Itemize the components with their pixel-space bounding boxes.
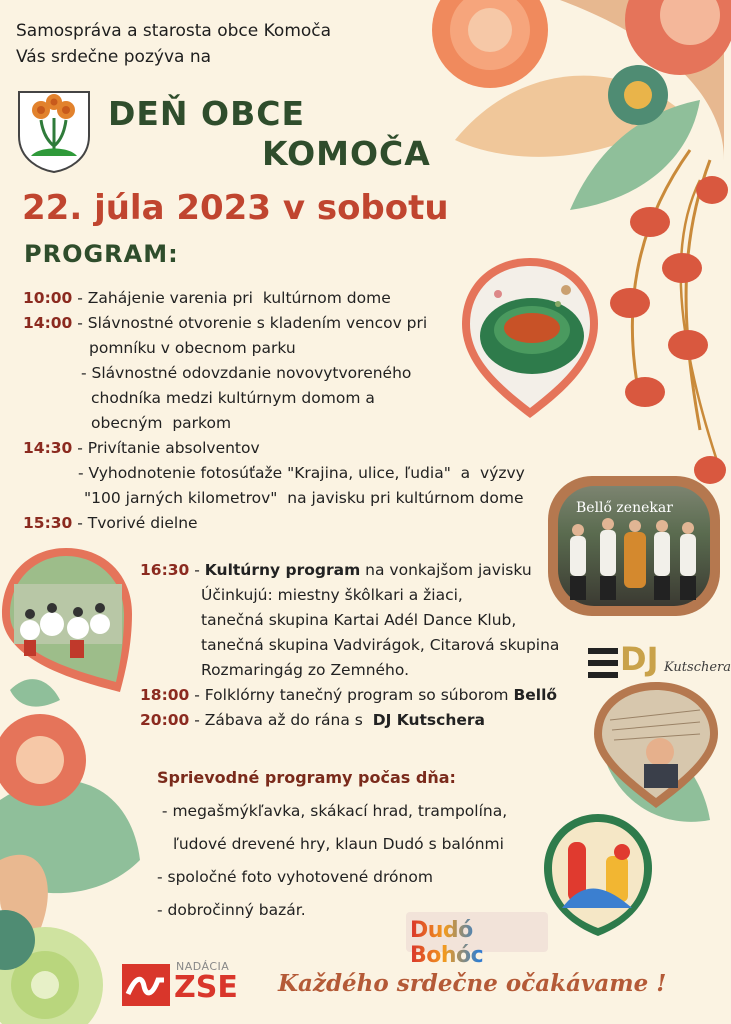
schedule-time: 14:30 (23, 439, 73, 457)
schedule-event: - Privítanie absolventov (72, 439, 260, 457)
schedule-event-highlight: Kultúrny program (204, 561, 361, 579)
bello-photo (548, 476, 720, 616)
schedule-event: - Slávnostné otvorenie s kladením vencov pri (72, 314, 428, 332)
dj-label: DJ (620, 640, 659, 678)
zse-label: ZSE (174, 970, 238, 1005)
schedule-time: 16:30 (140, 561, 190, 579)
zse-logo (122, 958, 244, 1008)
flower-decor (432, 0, 548, 88)
schedule-row (23, 436, 525, 461)
schedule-time: 20:00 (140, 711, 190, 729)
program-heading: PROGRAM: (24, 240, 179, 268)
schedule (23, 286, 525, 536)
dudo-logo (406, 912, 548, 968)
event-title-line-2: KOMOČA (262, 134, 431, 173)
schedule-time: 10:00 (23, 289, 73, 307)
schedule-event: pomníku v obecnom parku (89, 339, 296, 357)
schedule-row (140, 708, 559, 733)
goulash-photo (458, 254, 602, 420)
side-program-item: - dobročinný bazár. (157, 901, 306, 919)
performers-line: tanečná skupina Vadvirágok, Citarová skupina (201, 636, 560, 654)
performers-line: Účinkujú: miestny škôlkari a žiaci, (201, 586, 463, 604)
schedule-time: 14:00 (23, 314, 73, 332)
schedule-row (140, 558, 559, 583)
bello-label: Bellő zenekar (576, 500, 673, 516)
kutschera-label: Kutschera (664, 660, 731, 675)
schedule-row (23, 311, 525, 336)
zse-mark-icon (122, 964, 170, 1006)
side-program-item: - megašmýkľavka, skákací hrad, trampolína, (157, 802, 508, 820)
schedule-time: 15:30 (23, 514, 73, 532)
side-program-item: - spoločné foto vyhotovené drónom (157, 868, 433, 886)
schedule-event: - Folklórny tanečný program so súborom (189, 686, 514, 704)
schedule-event: obecným parkom (91, 414, 232, 432)
schedule-event-highlight: DJ Kutschera (372, 711, 485, 729)
performers-line: Rozmaringág zo Zemného. (201, 661, 410, 679)
schedule-event-highlight: Bellő (513, 686, 558, 704)
intro-line-2: Vás srdečne pozýva na (16, 47, 212, 67)
schedule-row (23, 286, 525, 311)
schedule-event: - Vyhodnotenie fotosúťaže "Krajina, ulice, ľudia" a výzvy (78, 464, 525, 482)
bouncy-castle-photo (542, 812, 654, 938)
dancers-photo (0, 544, 134, 694)
schedule-event: chodníka medzi kultúrnym domom a (91, 389, 375, 407)
dudo-label: Dudó Bohóc (410, 918, 548, 968)
schedule-row (140, 683, 559, 708)
schedule-event: na vonkajšom javisku (360, 561, 532, 579)
event-title-line-1: DEŇ OBCE (108, 94, 306, 133)
dj-stripes-icon (588, 644, 622, 684)
coat-of-arms-icon (17, 90, 91, 174)
side-program-item: ľudové drevené hry, klaun Dudó s balónmi (173, 835, 504, 853)
flower-decor (608, 65, 668, 125)
schedule-event: - (189, 561, 205, 579)
schedule-evening (140, 558, 559, 733)
side-programs-heading: Sprievodné programy počas dňa: (157, 768, 456, 787)
schedule-event: - Slávnostné odovzdanie novovytvoreného (81, 364, 412, 382)
nadacia-label: NADÁCIA (176, 960, 230, 973)
schedule-event: "100 jarných kilometrov" na javisku pri kultúrnom dome (84, 489, 524, 507)
schedule-row (23, 511, 525, 536)
closing-message: Každého srdečne očakávame ! (278, 970, 667, 997)
event-date: 22. júla 2023 v sobotu (22, 188, 449, 228)
schedule-time: 18:00 (140, 686, 190, 704)
dj-photo (590, 680, 722, 810)
schedule-event: - Tvorivé dielne (72, 514, 198, 532)
schedule-event: - Zábava až do rána s (189, 711, 373, 729)
performers-line: tanečná skupina Kartai Adél Dance Klub, (201, 611, 517, 629)
intro-line-1: Samospráva a starosta obce Komoča (16, 21, 332, 41)
schedule-event: - Zahájenie varenia pri kultúrnom dome (72, 289, 391, 307)
